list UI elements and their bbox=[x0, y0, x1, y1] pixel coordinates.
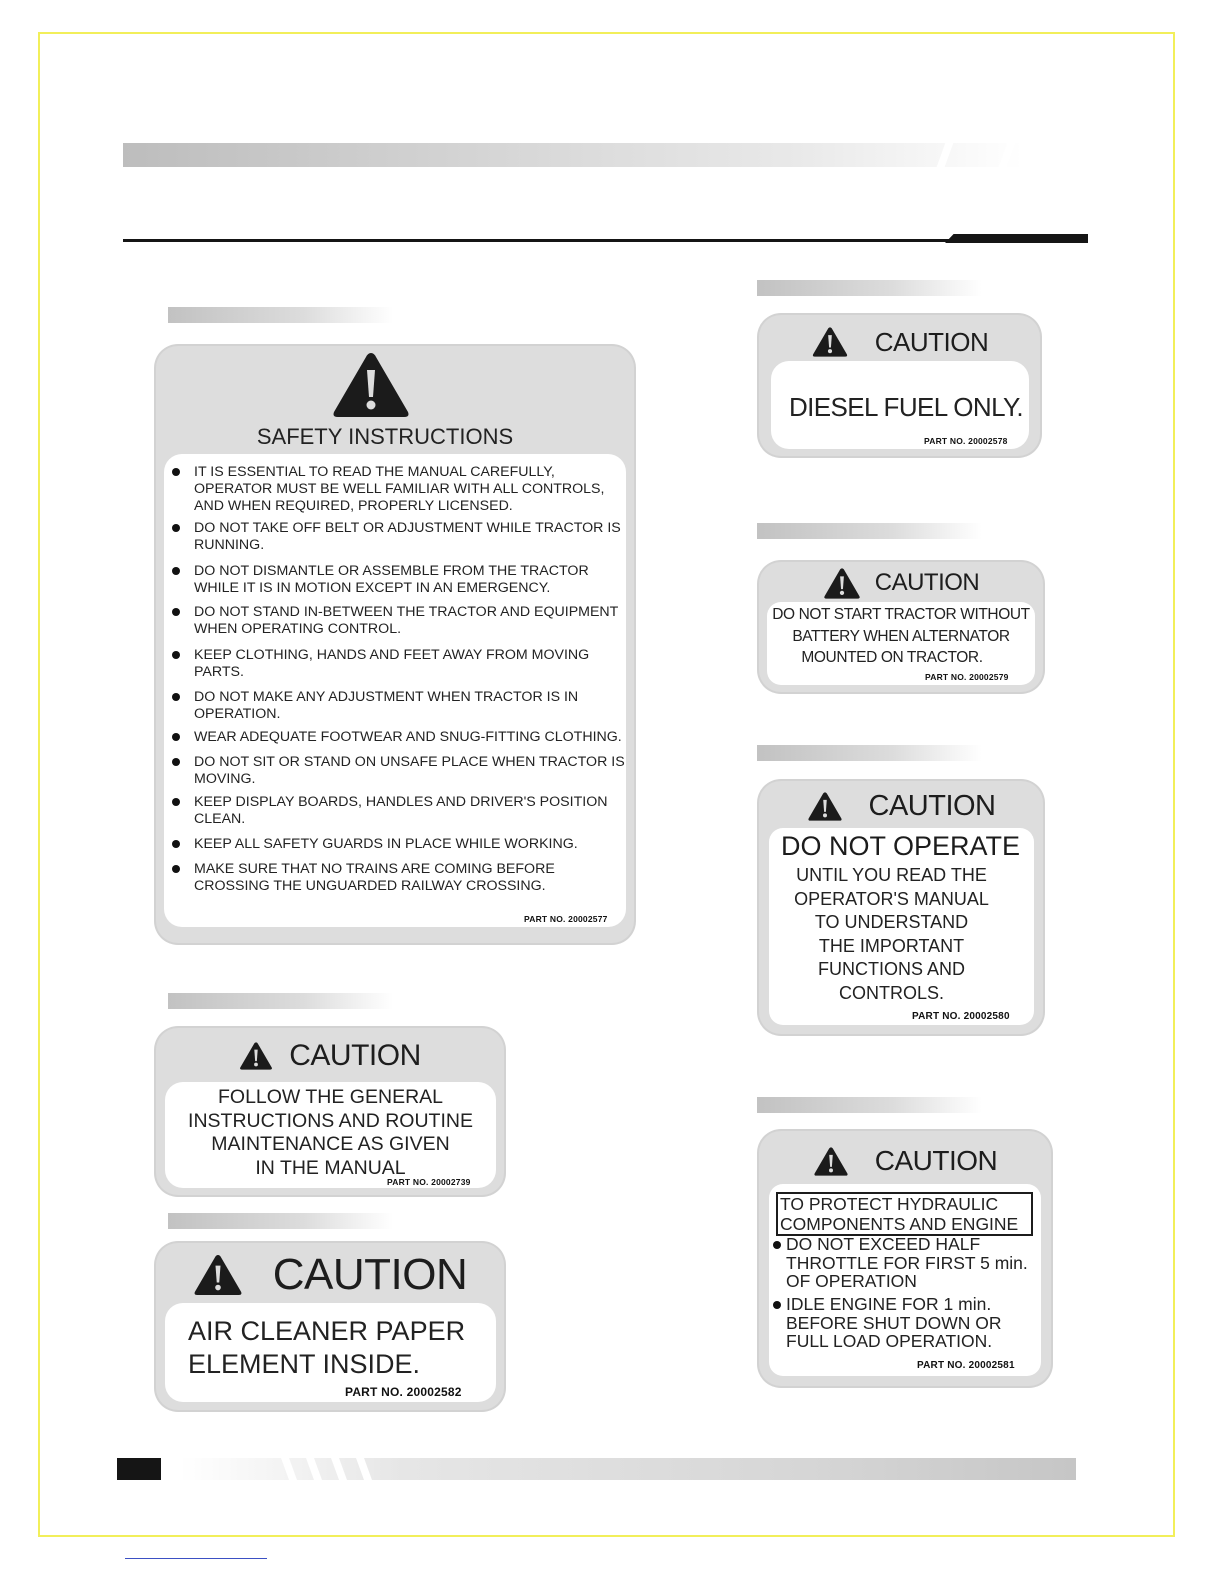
part-number: PART NO. 20002580 bbox=[912, 1011, 1010, 1022]
text-line: BATTERY WHEN ALTERNATOR bbox=[792, 627, 1010, 645]
text-line: FOLLOW THE GENERAL bbox=[217, 1086, 444, 1108]
caution-heading: CAUTION bbox=[874, 326, 989, 357]
safety-item: MAKE SURE THAT NO TRAINS ARE COMING BEFORE CROSSING THE UNGUARDED RAILWAY CROSSING. bbox=[172, 861, 627, 895]
safety-item: DO NOT STAND IN-BETWEEN THE TRACTOR AND EQUIPMENT WHEN OPERATING CONTROL. bbox=[172, 604, 627, 638]
text-line: THROTTLE FOR FIRST 5 min. bbox=[786, 1252, 1028, 1273]
diesel-text: DIESEL FUEL ONLY. bbox=[789, 392, 1024, 422]
bottom-banner bbox=[180, 1458, 1076, 1480]
header-rule bbox=[123, 239, 1088, 242]
text-line: INSTRUCTIONS AND ROUTINE bbox=[188, 1109, 473, 1132]
do-not-operate-decal bbox=[759, 781, 1043, 1034]
part-number: PART NO. 20002578 bbox=[924, 436, 1008, 446]
safety-item: DO NOT TAKE OFF BELT OR ADJUSTMENT WHILE TRACTOR IS RUNNING. bbox=[172, 520, 627, 554]
text-line: TO UNDERSTAND bbox=[814, 912, 969, 932]
hydraulic-boxed-heading bbox=[776, 1192, 1033, 1236]
safety-item: KEEP ALL SAFETY GUARDS IN PLACE WHILE WORKING. bbox=[172, 836, 627, 853]
text-line: TO PROTECT HYDRAULIC bbox=[780, 1194, 999, 1214]
text-line: DO NOT EXCEED HALF bbox=[786, 1234, 981, 1254]
warning-triangle-icon bbox=[807, 791, 843, 822]
safety-list bbox=[172, 464, 627, 895]
safety-item: DO NOT MAKE ANY ADJUSTMENT WHEN TRACTOR IS IN OPERATION. bbox=[172, 689, 627, 723]
label-bar-hydraulic bbox=[757, 1097, 982, 1113]
safety-item: KEEP CLOTHING, HANDS AND FEET AWAY FROM MOVING PARTS. bbox=[172, 647, 627, 681]
label-bar-safety bbox=[168, 307, 393, 323]
text-line: THE IMPORTANT bbox=[818, 935, 965, 956]
label-bar-battery bbox=[757, 523, 982, 539]
text-line: MAINTENANCE AS GIVEN bbox=[211, 1133, 450, 1155]
text-line: IDLE ENGINE FOR 1 min. bbox=[786, 1294, 992, 1314]
caution-heading: CAUTION bbox=[868, 789, 996, 822]
text-line: MOUNTED ON TRACTOR. bbox=[801, 649, 983, 666]
text-line: OF OPERATION bbox=[786, 1271, 917, 1291]
part-number: PART NO. 20002579 bbox=[925, 672, 1009, 682]
header-tab bbox=[945, 234, 1088, 243]
text-line: COMPONENTS AND ENGINE bbox=[780, 1214, 1019, 1234]
warning-triangle-icon bbox=[811, 326, 849, 358]
warning-triangle-icon bbox=[331, 350, 411, 420]
footer-link-underline bbox=[125, 1558, 267, 1559]
caution-heading: CAUTION bbox=[874, 1145, 998, 1176]
text-line: OPERATOR'S MANUAL bbox=[794, 888, 989, 909]
text-line: FUNCTIONS AND bbox=[817, 959, 965, 979]
part-number: PART NO. 20002582 bbox=[345, 1385, 462, 1399]
part-number: PART NO. 20002577 bbox=[524, 914, 608, 924]
safety-item: DO NOT SIT OR STAND ON UNSAFE PLACE WHEN TRACTOR IS MOVING. bbox=[172, 754, 627, 788]
air-cleaner-decal bbox=[156, 1243, 504, 1410]
general-instructions-decal bbox=[156, 1028, 504, 1195]
label-bar-air-cleaner bbox=[168, 1213, 393, 1229]
text-line: AIR CLEANER PAPER bbox=[188, 1316, 466, 1346]
part-number: PART NO. 20002739 bbox=[387, 1177, 471, 1187]
text-line: BEFORE SHUT DOWN OR bbox=[786, 1312, 1002, 1333]
top-banner bbox=[123, 143, 1023, 167]
text-line: FULL LOAD OPERATION. bbox=[786, 1331, 993, 1351]
caution-heading: CAUTION bbox=[874, 569, 980, 596]
safety-title: SAFETY INSTRUCTIONS bbox=[256, 424, 514, 449]
label-bar-operate bbox=[757, 745, 982, 761]
caution-heading: CAUTION bbox=[272, 1250, 468, 1299]
text-line: DO NOT START TRACTOR WITHOUT bbox=[772, 606, 1030, 623]
label-bar-diesel bbox=[757, 280, 982, 296]
safety-item: WEAR ADEQUATE FOOTWEAR AND SNUG-FITTING CLOTHING. bbox=[172, 729, 627, 746]
warning-triangle-icon bbox=[813, 1146, 849, 1177]
operate-headline: DO NOT OPERATE bbox=[781, 831, 1021, 861]
page-number-block bbox=[117, 1458, 161, 1480]
part-number: PART NO. 20002581 bbox=[917, 1360, 1015, 1371]
warning-triangle-icon bbox=[239, 1041, 273, 1071]
safety-instructions-decal bbox=[156, 346, 634, 943]
text-line: UNTIL YOU READ THE bbox=[796, 865, 987, 885]
text-line: CONTROLS. bbox=[838, 982, 944, 1003]
hydraulic-bullet bbox=[773, 1235, 1049, 1291]
warning-triangle-icon bbox=[823, 567, 861, 600]
text-line: ELEMENT INSIDE. bbox=[188, 1349, 421, 1379]
hydraulic-decal bbox=[759, 1131, 1051, 1386]
caution-heading: CAUTION bbox=[289, 1039, 421, 1072]
safety-item: DO NOT DISMANTLE OR ASSEMBLE FROM THE TRACTOR WHILE IT IS IN MOTION EXCEPT IN AN EMERGENCY. bbox=[172, 563, 627, 597]
hydraulic-bullet bbox=[773, 1295, 1049, 1351]
label-bar-general bbox=[168, 993, 393, 1009]
diesel-fuel-decal bbox=[759, 315, 1040, 456]
battery-decal bbox=[759, 562, 1043, 692]
text-line: IN THE MANUAL bbox=[255, 1156, 406, 1179]
safety-item: IT IS ESSENTIAL TO READ THE MANUAL CAREFULLY, OPERATOR MUST BE WELL FAMILIAR WITH ALL CONTROLS, AND WHEN REQUIRED, PROPERLY LICENSED. bbox=[172, 464, 627, 515]
safety-item: KEEP DISPLAY BOARDS, HANDLES AND DRIVER'S POSITION CLEAN. bbox=[172, 794, 627, 828]
warning-triangle-icon bbox=[193, 1253, 243, 1297]
